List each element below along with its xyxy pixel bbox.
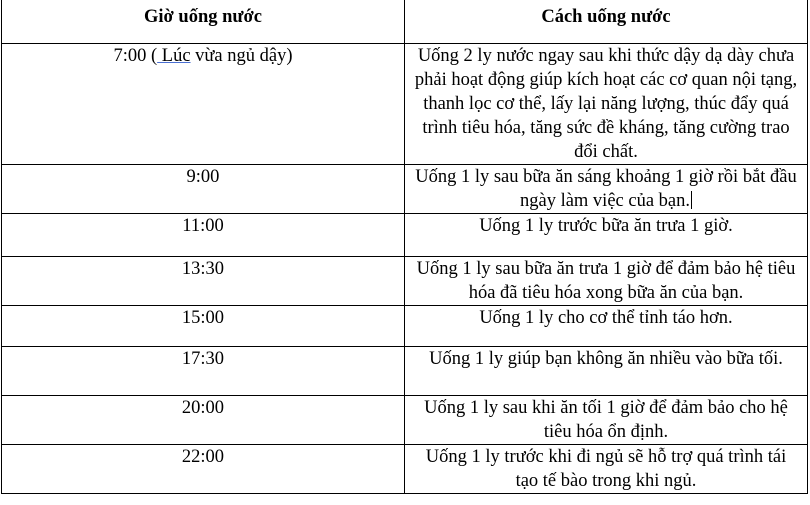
time-cell: 17:30 (2, 347, 405, 396)
table-row (2, 257, 808, 306)
water-schedule-table (1, 0, 808, 494)
time-cell (2, 44, 405, 165)
document-page (1, 0, 807, 505)
text-cursor (691, 191, 692, 209)
table-row (2, 306, 808, 347)
method-cell: Uống 1 ly cho cơ thể tỉnh táo hơn. (405, 306, 808, 347)
time-cell: 15:00 (2, 306, 405, 347)
time-cell: 22:00 (2, 445, 405, 494)
table-row (2, 165, 808, 214)
time-note-open: ( (150, 46, 158, 66)
table-row (2, 396, 808, 445)
time-value: 7:00 (113, 46, 147, 66)
method-text: Uống 1 ly sau bữa ăn sáng khoảng 1 giờ rồi bắt đầu ngày làm việc của bạn. (415, 167, 797, 211)
table-row (2, 44, 808, 165)
method-cell: Uống 1 ly sau khi ăn tối 1 giờ để đảm bảo cho hệ tiêu hóa ổn định. (405, 396, 808, 445)
table-header-row (2, 0, 808, 44)
method-cell: Uống 2 ly nước ngay sau khi thức dậy dạ dày chưa phải hoạt động giúp kích hoạt các cơ quan nội tạng, thanh lọc cơ thể, lấy lại năng lượng, thúc đẩy quá trình tiêu hóa, tăng sức đề kháng, tăng cường trao đổi chất. (405, 44, 808, 165)
time-cell: 9:00 (2, 165, 405, 214)
time-note-rest: vừa ngủ dậy) (190, 46, 293, 66)
method-cell: Uống 1 ly trước bữa ăn trưa 1 giờ. (405, 214, 808, 257)
table-row (2, 347, 808, 396)
header-time: Giờ uống nước (2, 0, 405, 44)
time-cell: 13:30 (2, 257, 405, 306)
table-row (2, 214, 808, 257)
time-cell: 11:00 (2, 214, 405, 257)
method-cell (405, 165, 808, 214)
time-note-underlined: Lúc (157, 46, 191, 66)
header-method: Cách uống nước (405, 0, 808, 44)
method-cell: Uống 1 ly sau bữa ăn trưa 1 giờ để đảm bảo hệ tiêu hóa đã tiêu hóa xong bữa ăn của bạn. (405, 257, 808, 306)
method-cell: Uống 1 ly trước khi đi ngủ sẽ hỗ trợ quá trình tái tạo tế bào trong khi ngủ. (405, 445, 808, 494)
table-row (2, 445, 808, 494)
method-cell: Uống 1 ly giúp bạn không ăn nhiều vào bữa tối. (405, 347, 808, 396)
time-cell: 20:00 (2, 396, 405, 445)
